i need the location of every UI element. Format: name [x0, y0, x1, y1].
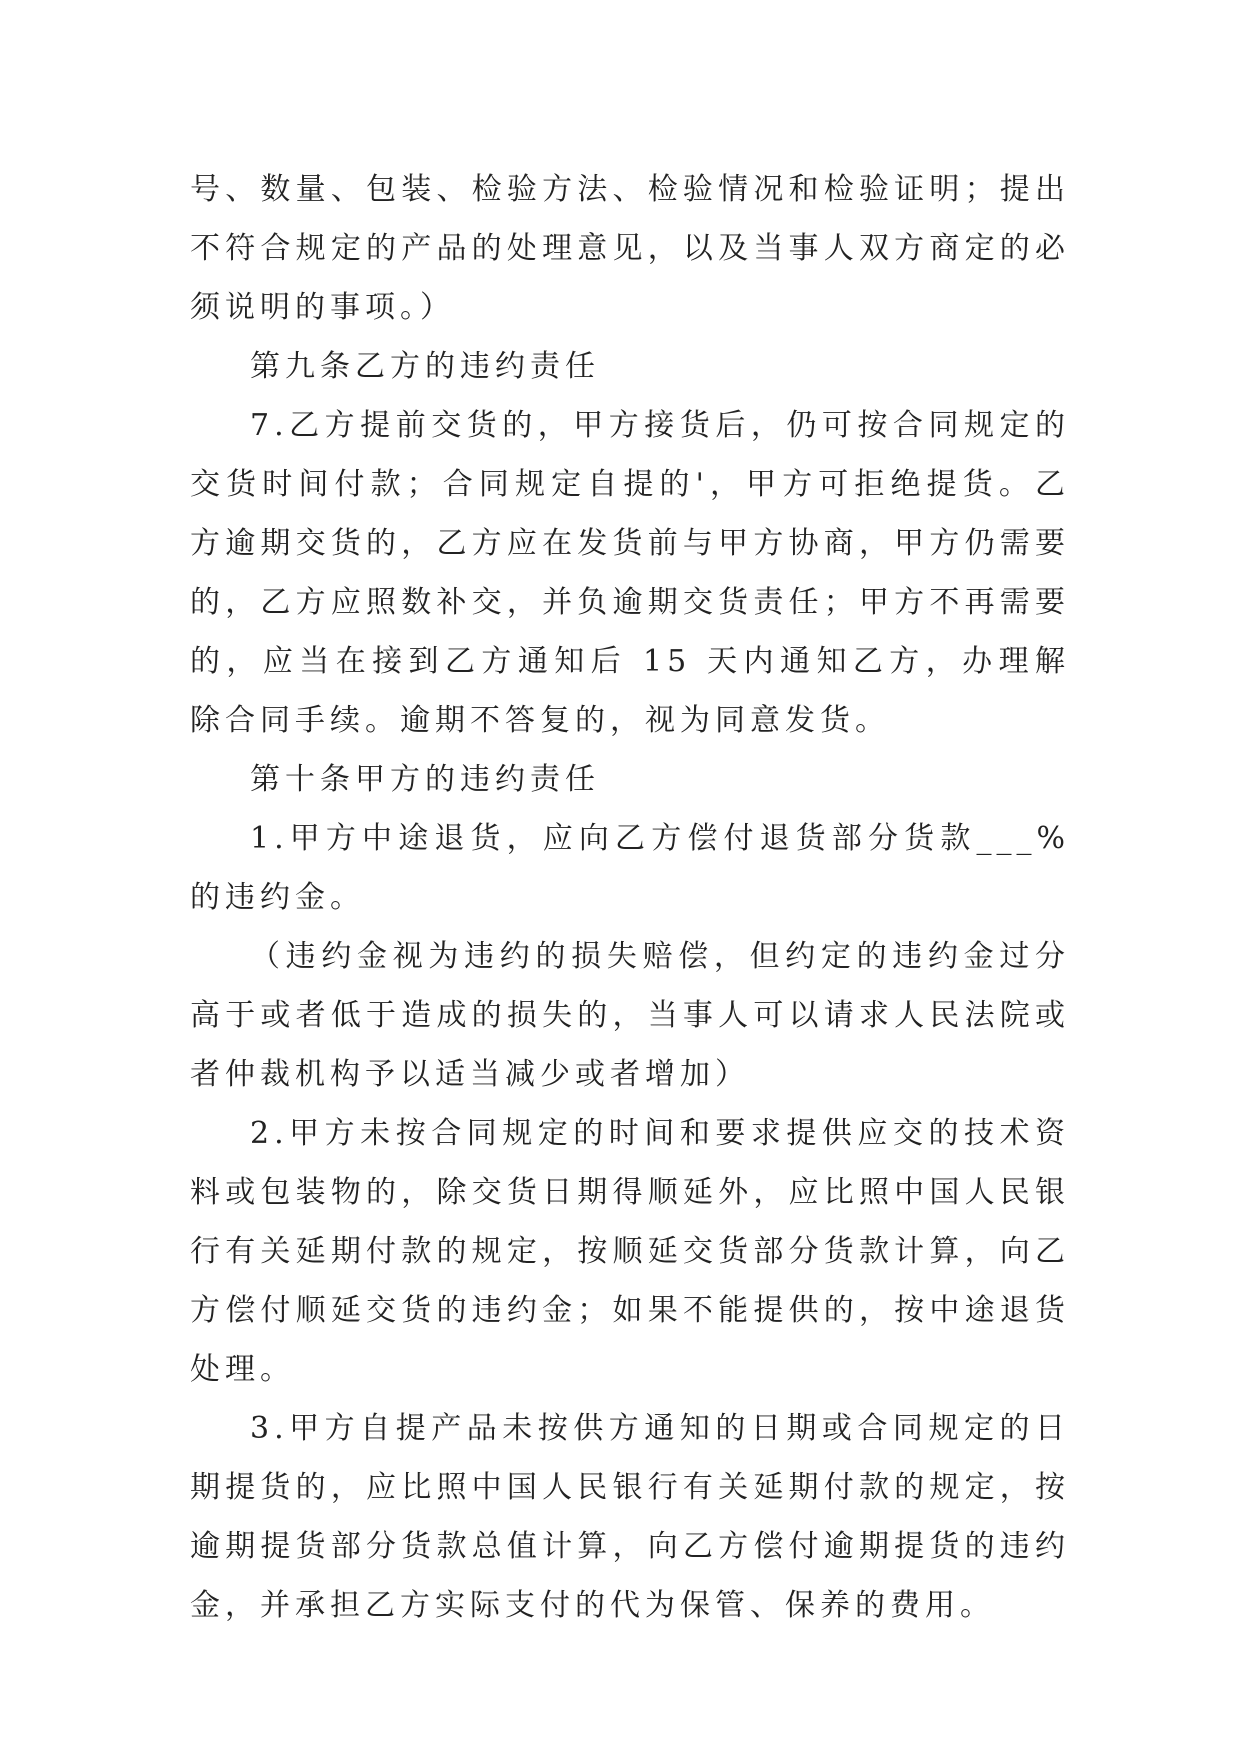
paragraph-clause-3: 3.甲方自提产品未按供方通知的日期或合同规定的日期提货的，应比照中国人民银行有关延期付款的规定，按逾期提货部分货款总值计算，向乙方偿付逾期提货的违约金，并承担乙方实际支付的代为保管、保养的费用。 [190, 1411, 1070, 1623]
paragraph-continuation: 号、数量、包装、检验方法、检验情况和检验证明；提出不符合规定的产品的处理意见，以及当事人双方商定的必须说明的事项。） [190, 172, 1070, 325]
paragraph-clause-7: 7.乙方提前交货的，甲方接货后，仍可按合同规定的交货时间付款；合同规定自提的'，甲方可拒绝提货。乙方逾期交货的，乙方应在发货前与甲方协商，甲方仍需要的，乙方应照数补交，并负逾期交货责任；甲方不再需要的，应当在接到乙方通知后 15 天内通知乙方，办理解除合同手续。逾期不答复的，视为同意发货。 [190, 408, 1070, 738]
paragraph-clause-2: 2.甲方未按合同规定的时间和要求提供应交的技术资料或包装物的，除交货日期得顺延外，应比照中国人民银行有关延期付款的规定，按顺延交货部分货款计算，向乙方偿付顺延交货的违约金；如果不能提供的，按中途退货处理。 [190, 1116, 1070, 1387]
paragraph-note: （违约金视为违约的损失赔偿，但约定的违约金过分高于或者低于造成的损失的，当事人可以请求人民法院或者仲裁机构予以适当减少或者增加） [190, 939, 1070, 1092]
document-body [190, 160, 1070, 1635]
section-heading-article-9: 第九条乙方的违约责任 [250, 349, 600, 384]
paragraph-clause-1: 1.甲方中途退货，应向乙方偿付退货部分货款___%的违约金。 [190, 821, 1070, 915]
section-heading-article-10: 第十条甲方的违约责任 [250, 762, 600, 797]
